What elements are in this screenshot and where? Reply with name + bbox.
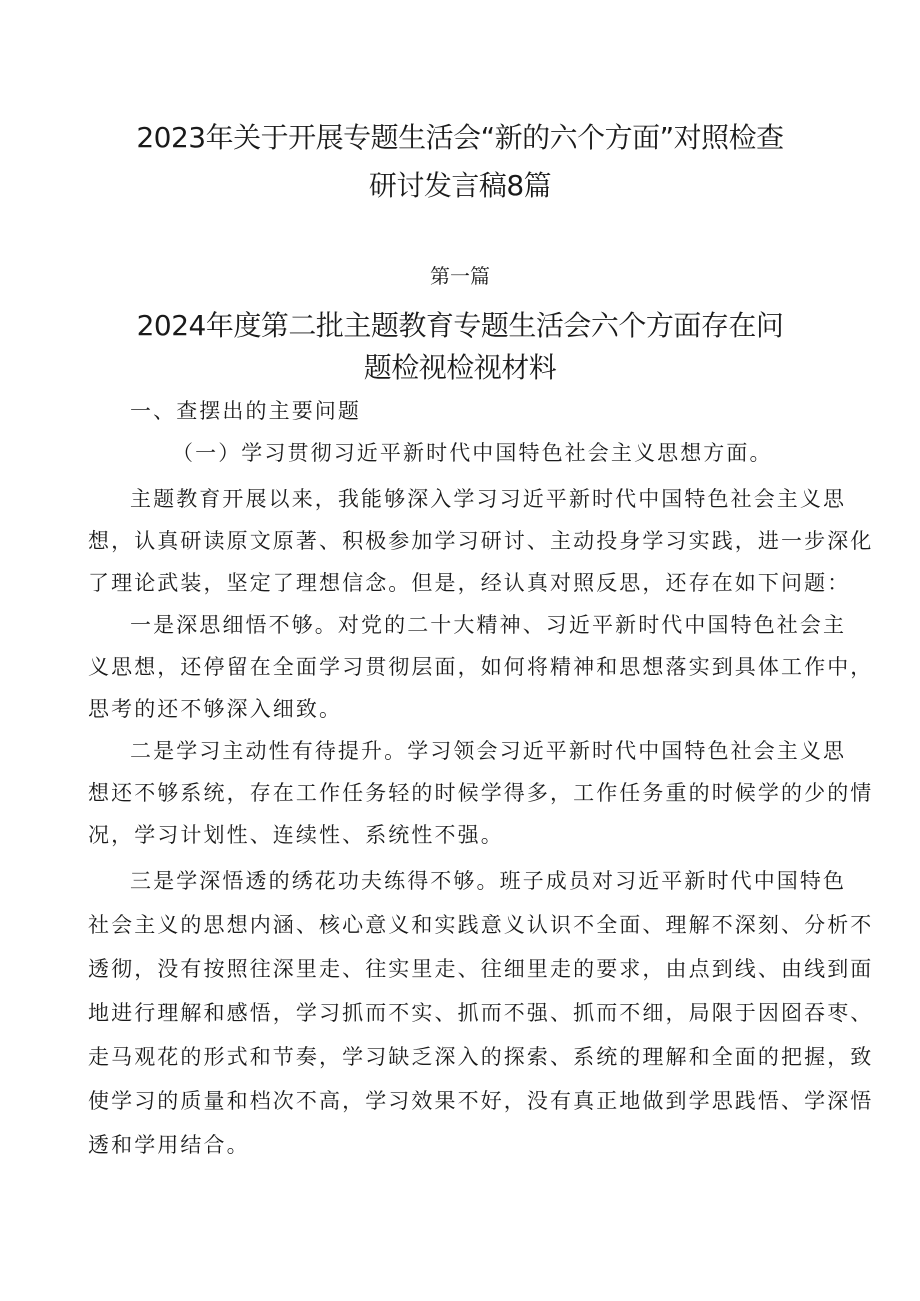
paragraph-line: 一是深思细悟不够。对党的二十大精神、习近平新时代中国特色社会主 [130,613,847,637]
paragraph-line: 三是学深悟透的绣花功夫练得不够。班子成员对习近平新时代中国特色 [130,869,847,893]
section-title-line-1: 2024年度第二批主题教育专题生活会六个方面存在问 [136,309,784,342]
paragraph-line: 地进行理解和感悟，学习抓而不实、抓而不强、抓而不细，局限于因囵吞枣、 [88,1001,874,1025]
paragraph-line: 义思想，还停留在全面学习贯彻层面，如何将精神和思想落实到具体工作中， [88,655,874,679]
paragraph-line: 了理论武装，坚定了理想信念。但是，经认真对照反思，还存在如下问题： [88,571,851,595]
paragraph-line: 思考的还不够深入细致。 [88,697,343,721]
main-title-line-2: 研讨发言稿8篇 [368,169,552,202]
paragraph-line: 走马观花的形式和节奏，学习缺乏深入的探索、系统的理解和全面的把握，致 [88,1045,874,1069]
section-label: 第一篇 [430,264,490,288]
paragraph-line: 想，认真研读原文原著、积极参加学习研讨、主动投身学习实践，进一步深化 [88,529,874,553]
main-title-line-1: 2023年关于开展专题生活会“新的六个方面”对照检查 [136,121,784,154]
paragraph-line: 想还不够系统，存在工作任务轻的时候学得多，工作任务重的时候学的少的情 [88,781,874,805]
section-title-line-2: 题检视检视材料 [363,351,557,384]
paragraph-line: 二是学习主动性有待提升。学习领会习近平新时代中国特色社会主义思 [130,739,847,763]
paragraph-line: 透和学用结合。 [88,1133,250,1157]
paragraph-line: 况，学习计划性、连续性、系统性不强。 [88,823,504,847]
paragraph-line: 透彻，没有按照往深里走、往实里走、往细里走的要求，由点到线、由线到面 [88,957,874,981]
paragraph-line: 主题教育开展以来，我能够深入学习习近平新时代中国特色社会主义思 [130,487,847,511]
paragraph-line: 社会主义的思想内涵、核心意义和实践意义认识不全面、理解不深刻、分析不 [88,913,874,937]
heading-1-1: （一）学习贯彻习近平新时代中国特色社会主义思想方面。 [172,441,773,465]
paragraph-line: 使学习的质量和档次不高，学习效果不好，没有真正地做到学思践悟、学深悟 [88,1089,874,1113]
heading-1: 一、查摆出的主要问题 [130,399,361,423]
